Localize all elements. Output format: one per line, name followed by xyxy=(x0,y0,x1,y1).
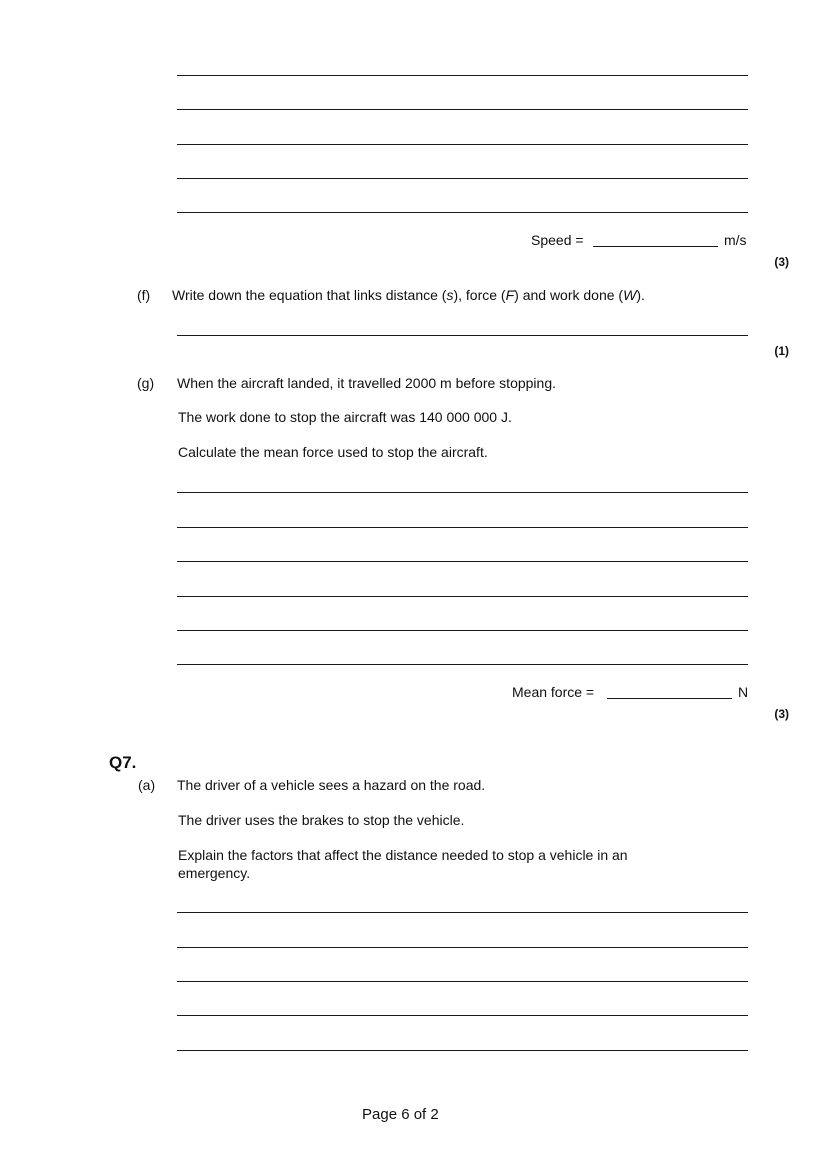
mean-force-answer-blank[interactable] xyxy=(607,698,732,699)
answer-line[interactable] xyxy=(177,912,748,913)
answer-line[interactable] xyxy=(177,75,748,76)
page-number: Page 6 of 2 xyxy=(362,1106,439,1123)
answer-line[interactable] xyxy=(177,212,748,213)
part-g-line1: When the aircraft landed, it travelled 2000 m before stopping. xyxy=(177,375,556,391)
marks-e: (3) xyxy=(774,255,789,269)
answer-line[interactable] xyxy=(177,630,748,631)
answer-line[interactable] xyxy=(177,335,748,336)
q7-part-a-line3: Explain the factors that affect the distance needed to stop a vehicle in an emergency. xyxy=(178,847,628,881)
part-g-line2: The work done to stop the aircraft was 140 000 000 J. xyxy=(178,409,512,425)
part-g-line3: Calculate the mean force used to stop the aircraft. xyxy=(178,444,488,460)
answer-line[interactable] xyxy=(177,492,748,493)
mean-force-answer-label: Mean force = xyxy=(512,684,595,700)
question-number: Q7. xyxy=(109,753,137,772)
mean-force-answer-unit: N xyxy=(738,684,749,700)
answer-line[interactable] xyxy=(177,527,748,528)
answer-line[interactable] xyxy=(177,664,748,665)
q7-part-a-label: (a) xyxy=(138,777,156,793)
answer-line[interactable] xyxy=(177,1050,748,1051)
q7-part-a-line2: The driver uses the brakes to stop the vehicle. xyxy=(178,812,465,828)
speed-answer-blank[interactable] xyxy=(593,246,718,247)
answer-line[interactable] xyxy=(177,947,748,948)
answer-line[interactable] xyxy=(177,981,748,982)
speed-answer-label: Speed = xyxy=(531,232,584,248)
marks-g: (3) xyxy=(774,707,789,721)
answer-line[interactable] xyxy=(177,178,748,179)
part-g-label: (g) xyxy=(137,375,155,391)
q7-part-a-line1: The driver of a vehicle sees a hazard on the road. xyxy=(177,777,486,793)
part-f-label: (f) xyxy=(137,287,151,303)
speed-answer-unit: m/s xyxy=(724,232,747,248)
marks-f: (1) xyxy=(774,344,789,358)
answer-line[interactable] xyxy=(177,561,748,562)
answer-line[interactable] xyxy=(177,109,748,110)
answer-line[interactable] xyxy=(177,1015,748,1016)
part-f-question: Write down the equation that links distance (s), force (F) and work done (W). xyxy=(172,287,645,303)
answer-line[interactable] xyxy=(177,596,748,597)
answer-line[interactable] xyxy=(177,144,748,145)
